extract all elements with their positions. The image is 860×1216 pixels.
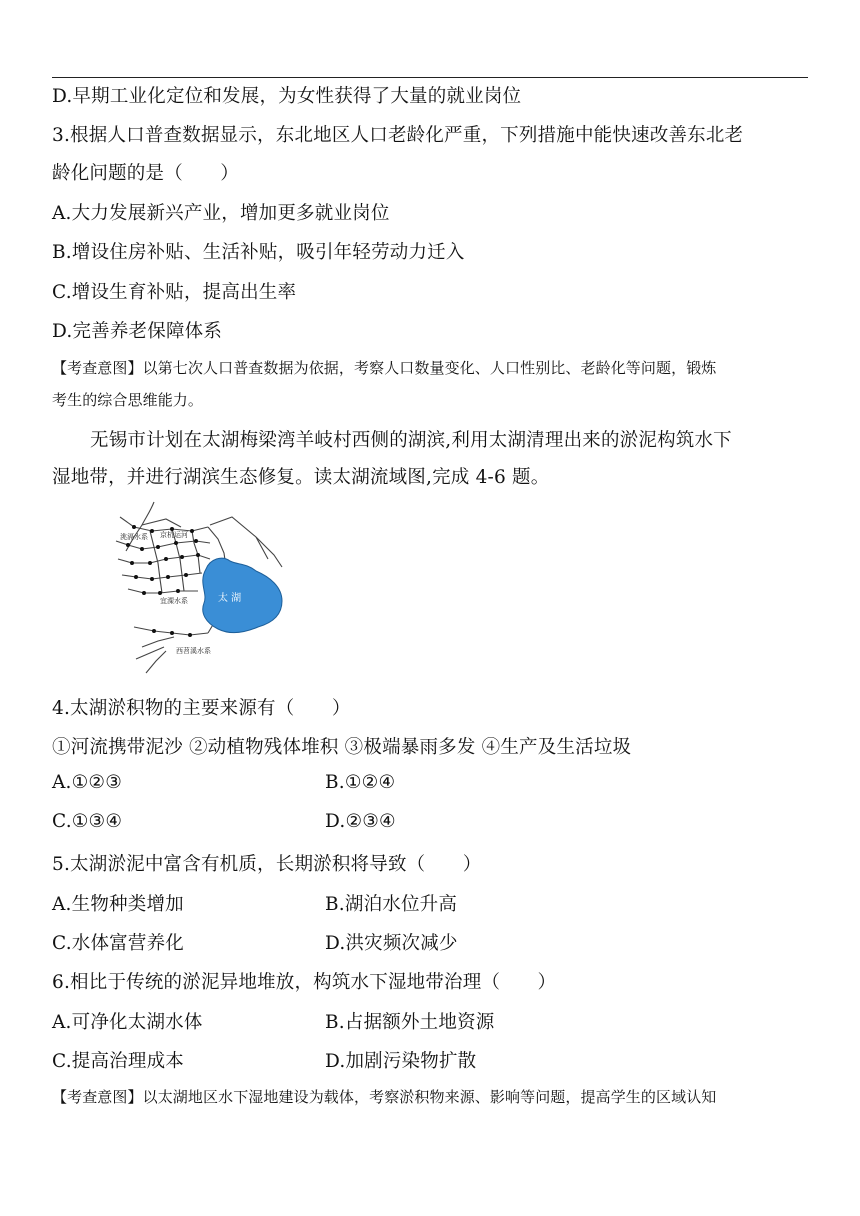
q6-intent: 【考查意图】以太湖地区水下湿地建设为载体，考察淤积物来源、影响等问题，提高学生的区域认知 bbox=[52, 1088, 717, 1106]
q3-option-c: C.增设生育补贴，提高出生率 bbox=[52, 282, 297, 303]
q5-stem: 5.太湖淤泥中富含有机质，长期淤积将导致（ ） bbox=[52, 854, 482, 875]
map-label-taihu: 太 湖 bbox=[218, 593, 242, 604]
q6-option-a: A.可净化太湖水体 bbox=[52, 1012, 203, 1033]
q3-option-b: B.增设住房补贴、生活补贴，吸引年轻劳动力迁入 bbox=[52, 242, 465, 263]
q4-choices: ①河流携带泥沙 ②动植物残体堆积 ③极端暴雨多发 ④生产及生活垃圾 bbox=[52, 737, 632, 758]
q3-stem-line2: 龄化问题的是（ ） bbox=[52, 163, 240, 184]
q5-option-b: B.湖泊水位升高 bbox=[325, 894, 458, 915]
q3-option-a: A.大力发展新兴产业，增加更多就业岗位 bbox=[52, 203, 390, 224]
q5-option-a: A.生物种类增加 bbox=[52, 894, 184, 915]
q4-option-a: A.①②③ bbox=[52, 772, 122, 793]
q4-option-b: B.①②④ bbox=[325, 772, 396, 793]
q4-option-d: D.②③④ bbox=[325, 811, 396, 832]
map-label-canal: 京杭运河 bbox=[160, 531, 188, 539]
q5-option-d: D.洪灾频次减少 bbox=[325, 933, 458, 954]
q3-intent-line2: 考生的综合思维能力。 bbox=[52, 391, 204, 409]
q6-option-b: B.占据额外土地资源 bbox=[325, 1012, 495, 1033]
taihu-map-svg bbox=[106, 497, 286, 681]
q4-option-c: C.①③④ bbox=[52, 811, 123, 832]
passage-line2: 湿地带，并进行湖滨生态修复。读太湖流域图,完成 4-6 题。 bbox=[52, 467, 550, 488]
taihu-lake bbox=[203, 558, 282, 632]
passage-line1: 无锡市计划在太湖梅梁湾羊岐村西侧的湖滨,利用太湖清理出来的淤泥构筑水下 bbox=[90, 430, 732, 451]
q2-option-d: D.早期工业化定位和发展，为女性获得了大量的就业岗位 bbox=[52, 86, 522, 107]
q6-option-d: D.加剧污染物扩散 bbox=[325, 1051, 477, 1072]
q4-stem: 4.太湖淤积物的主要来源有（ ） bbox=[52, 698, 351, 719]
taihu-basin-map bbox=[106, 497, 286, 681]
map-label-yixi: 宜溧水系 bbox=[160, 597, 188, 605]
map-label-taoge: 洮滆水系 bbox=[120, 533, 148, 541]
q3-stem-line1: 3.根据人口普查数据显示，东北地区人口老龄化严重，下列措施中能快速改善东北老 bbox=[52, 125, 744, 146]
top-divider bbox=[52, 77, 808, 78]
q6-option-c: C.提高治理成本 bbox=[52, 1051, 184, 1072]
q3-intent-line1: 【考查意图】以第七次人口普查数据为依据，考察人口数量变化、人口性别比、老龄化等问题，锻炼 bbox=[52, 359, 717, 377]
q3-option-d: D.完善养老保障体系 bbox=[52, 321, 223, 342]
map-label-tiaoxi: 西苕溪水系 bbox=[176, 647, 211, 655]
q6-stem: 6.相比于传统的淤泥异地堆放，构筑水下湿地带治理（ ） bbox=[52, 972, 557, 993]
q5-option-c: C.水体富营养化 bbox=[52, 933, 184, 954]
